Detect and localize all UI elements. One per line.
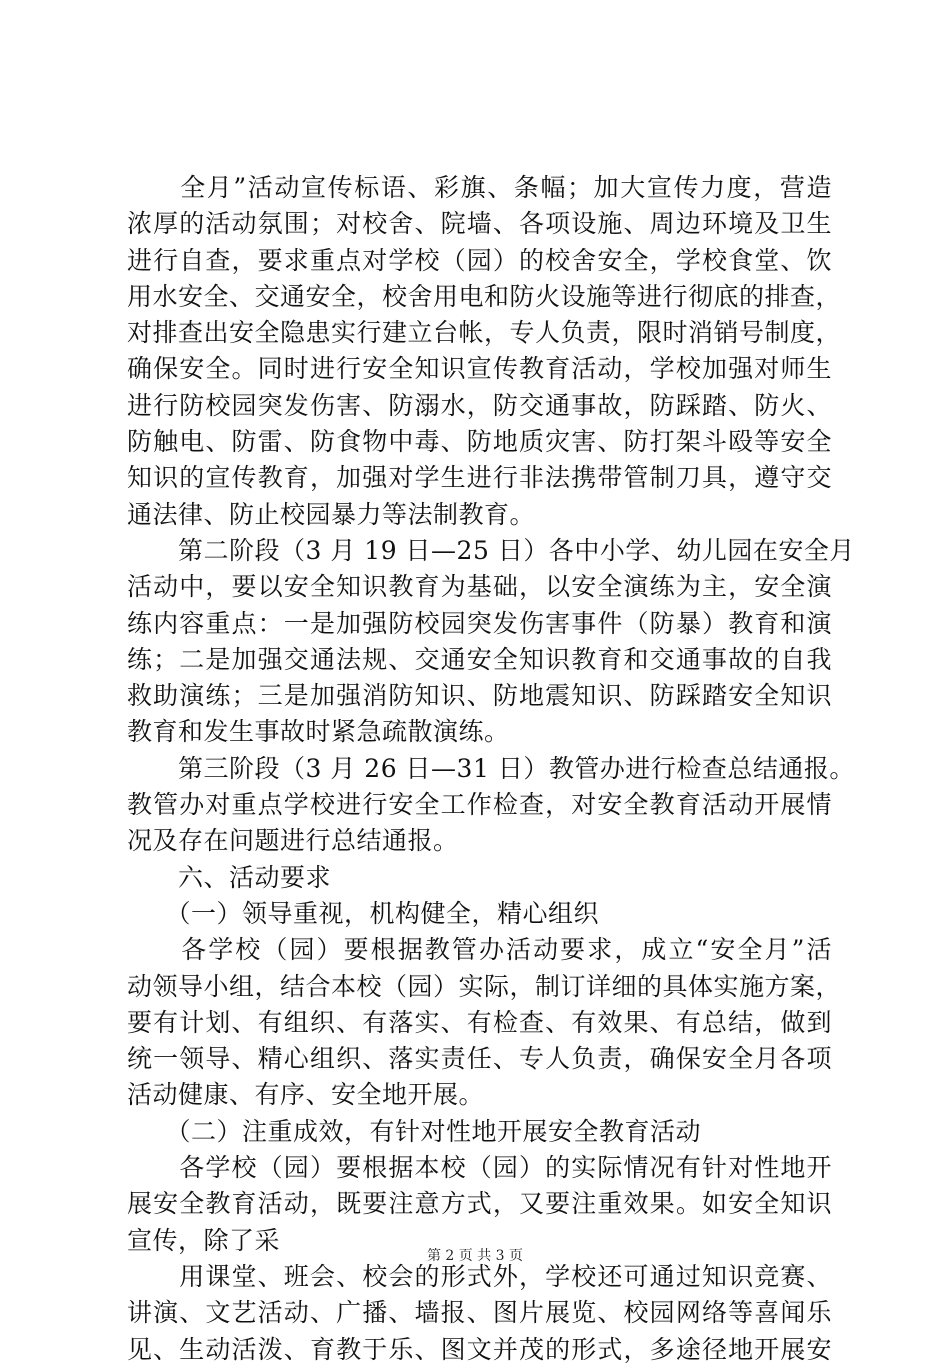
text-line: 各学校（园）要根据本校（园）的实际情况有针对性地开 bbox=[127, 1153, 832, 1183]
text-line: 救助演练；三是加强消防知识、防地震知识、防踩踏安全知识 bbox=[127, 681, 832, 711]
text-line: 动领导小组，结合本校（园）实际，制订详细的具体实施方案， bbox=[127, 971, 842, 1001]
text-line: 要有计划、有组织、有落实、有检查、有效果、有总结，做到 bbox=[127, 1007, 832, 1037]
text-line: 宣传，除了采 bbox=[127, 1225, 281, 1255]
text-line: 教管办对重点学校进行安全工作检查，对安全教育活动开展情 bbox=[127, 790, 832, 820]
text-line: 浓厚的活动氛围；对校舍、院墙、各项设施、周边环境及卫生 bbox=[127, 209, 832, 239]
text-line: （二）注重成效，有针对性地开展安全教育活动 bbox=[127, 1116, 702, 1146]
text-line: 确保安全。同时进行安全知识宣传教育活动，学校加强对师生 bbox=[127, 354, 832, 384]
text-line: 第二阶段（3 月 19 日—25 日）各中小学、幼儿园在安全月 bbox=[127, 535, 855, 565]
page-footer: 第 2 页 共 3 页 bbox=[426, 1248, 524, 1264]
text-line: 统一领导、精心组织、落实责任、专人负责，确保安全月各项 bbox=[127, 1044, 832, 1074]
text-line: 进行防校园突发伤害、防溺水，防交通事故，防踩踏、防火、 bbox=[127, 390, 832, 420]
text-line: 进行自查，要求重点对学校（园）的校舍安全，学校食堂、饮 bbox=[127, 245, 832, 275]
text-line: 练内容重点：一是加强防校园突发伤害事件（防暴）教育和演 bbox=[127, 608, 832, 638]
text-line: 防触电、防雷、防食物中毒、防地质灾害、防打架斗殴等安全 bbox=[127, 427, 832, 457]
text-line: 用课堂、班会、校会的形式外，学校还可通过知识竞赛、 bbox=[127, 1261, 832, 1291]
text-line: 见、生动活泼、育教于乐、图文并茂的形式，多途径地开展安 bbox=[127, 1334, 832, 1364]
text-line: 第三阶段（3 月 26 日—31 日）教管办进行检查总结通报。 bbox=[127, 753, 855, 783]
text-line: 展安全教育活动，既要注意方式，又要注重效果。如安全知识 bbox=[127, 1189, 832, 1219]
text-line: 各学校（园）要根据教管办活动要求，成立“安全月”活 bbox=[127, 935, 832, 965]
text-line: 通法律、防止校园暴力等法制教育。 bbox=[127, 499, 536, 529]
text-line: 活动中，要以安全知识教育为基础，以安全演练为主，安全演 bbox=[127, 572, 832, 602]
text-line: 教育和发生事故时紧急疏散演练。 bbox=[127, 717, 510, 747]
text-line: 六、活动要求 bbox=[127, 862, 332, 892]
text-line: 讲演、文艺活动、广播、墙报、图片展览、校园网络等喜闻乐 bbox=[127, 1298, 832, 1328]
text-line: 对排查出安全隐患实行建立台帐，专人负责，限时消销号制度， bbox=[127, 318, 842, 348]
text-line: 况及存在问题进行总结通报。 bbox=[127, 826, 459, 856]
text-line: 练；二是加强交通法规、交通安全知识教育和交通事故的自我 bbox=[127, 644, 832, 674]
text-line: （一）领导重视，机构健全，精心组织 bbox=[127, 898, 600, 928]
text-line: 知识的宣传教育，加强对学生进行非法携带管制刀具，遵守交 bbox=[127, 463, 832, 493]
text-line: 用水安全、交通安全，校舍用电和防火设施等进行彻底的排查， bbox=[127, 281, 842, 311]
document-body bbox=[127, 170, 855, 1368]
text-line: 全月”活动宣传标语、彩旗、条幅；加大宣传力度，营造 bbox=[127, 173, 832, 202]
text-line: 活动健康、有序、安全地开展。 bbox=[127, 1080, 485, 1110]
